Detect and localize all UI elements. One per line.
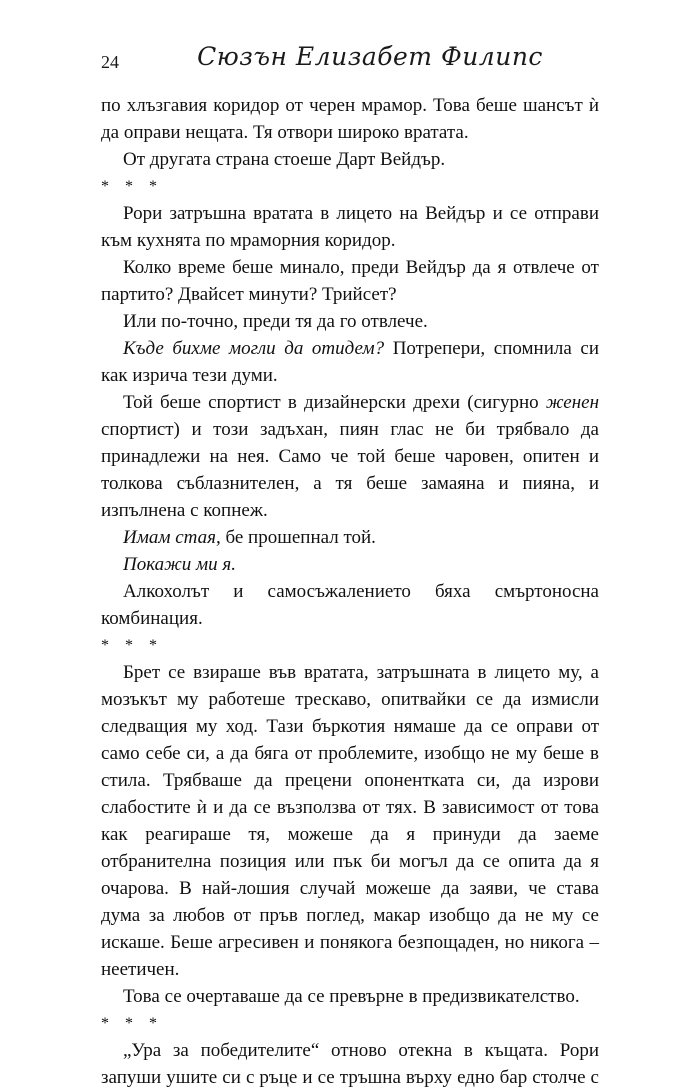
paragraph: да оправи нещата. Тя отвори широко вратата. xyxy=(101,122,469,143)
page-number: 24 xyxy=(101,52,119,72)
paragraph-text: Потрепери, спомнила си как изрича тези думи. xyxy=(101,338,600,386)
paragraph xyxy=(101,389,599,524)
italic-text: Къде бихме могли да отидем? xyxy=(123,338,385,359)
scene-separator: * * * xyxy=(101,178,163,195)
italic-text: Имам стая, xyxy=(123,527,221,548)
paragraph-text: бе прошепнал той. xyxy=(220,527,376,548)
paragraph-text: спортист) и този задъхан, пиян глас не би трябвало да принадлежи на нея. Само че той беше чаровен, опитен и толкова съблазнителен, а тя беше замаяна и пияна, и изпълнена с копнеж. xyxy=(101,419,599,521)
scene-separator: * * * xyxy=(101,1015,163,1032)
paragraph: Алкохолът и самосъжалението бяха смъртоносна комбинация. xyxy=(101,581,599,629)
scene-separator: * * * xyxy=(101,637,163,654)
paragraph: Това се очертаваше да се превърне в предизвикателство. xyxy=(123,986,580,1007)
paragraph: От другата страна стоеше Дарт Вейдър. xyxy=(123,149,446,170)
paragraph: Рори затръшна вратата в лицето на Вейдър и се отправи към кухнята по мраморния коридор. xyxy=(101,203,599,251)
paragraph: „Ура за победителите“ отново отекна в къщата. Рори запуши ушите си с ръце и се тръшна върху едно бар столче с xyxy=(101,1040,599,1088)
paragraph: Или по-точно, преди тя да го отвлече. xyxy=(123,311,428,332)
page-body xyxy=(101,92,599,1091)
paragraph-text: Той беше спортист в дизайнерски дрехи (сигурно xyxy=(123,392,546,413)
paragraph: Колко време беше минало, преди Вейдър да я отвлече от партито? Двайсет минути? Трийсет? xyxy=(101,257,599,305)
paragraph xyxy=(101,551,599,578)
paragraph xyxy=(101,524,599,551)
italic-text: Покажи ми я. xyxy=(123,554,237,575)
italic-text: женен xyxy=(545,392,599,413)
running-title: Сюзън Елизабет Филипс xyxy=(197,42,543,71)
paragraph: Брет се взираше във вратата, затръшната в лицето му, а мозъкът му работеше трескаво, опитвайки се да измисли следващия му ход. Тази бъркотия нямаше да се оправи от само себе си, а да бяга от проблемите, изобщо не му беше в стила. Трябваше да прецени опонентката си, да изрови слабостите ѝ и да се възползва от тях. В зависимост от това как реагираше тя, можеше да я принуди да заеме отбранителна позиция или пък би могъл да се опита да я очарова. В най-лошия случай можеше да заяви, че става дума за любов от пръв поглед, макар изобщо да не му се искаше. Беше агресивен и понякога безпощаден, но никога – неетичен. xyxy=(101,662,599,980)
paragraph: по хлъзгавия коридор от черен мрамор. Това беше шансът ѝ xyxy=(101,95,599,116)
paragraph xyxy=(101,335,599,389)
